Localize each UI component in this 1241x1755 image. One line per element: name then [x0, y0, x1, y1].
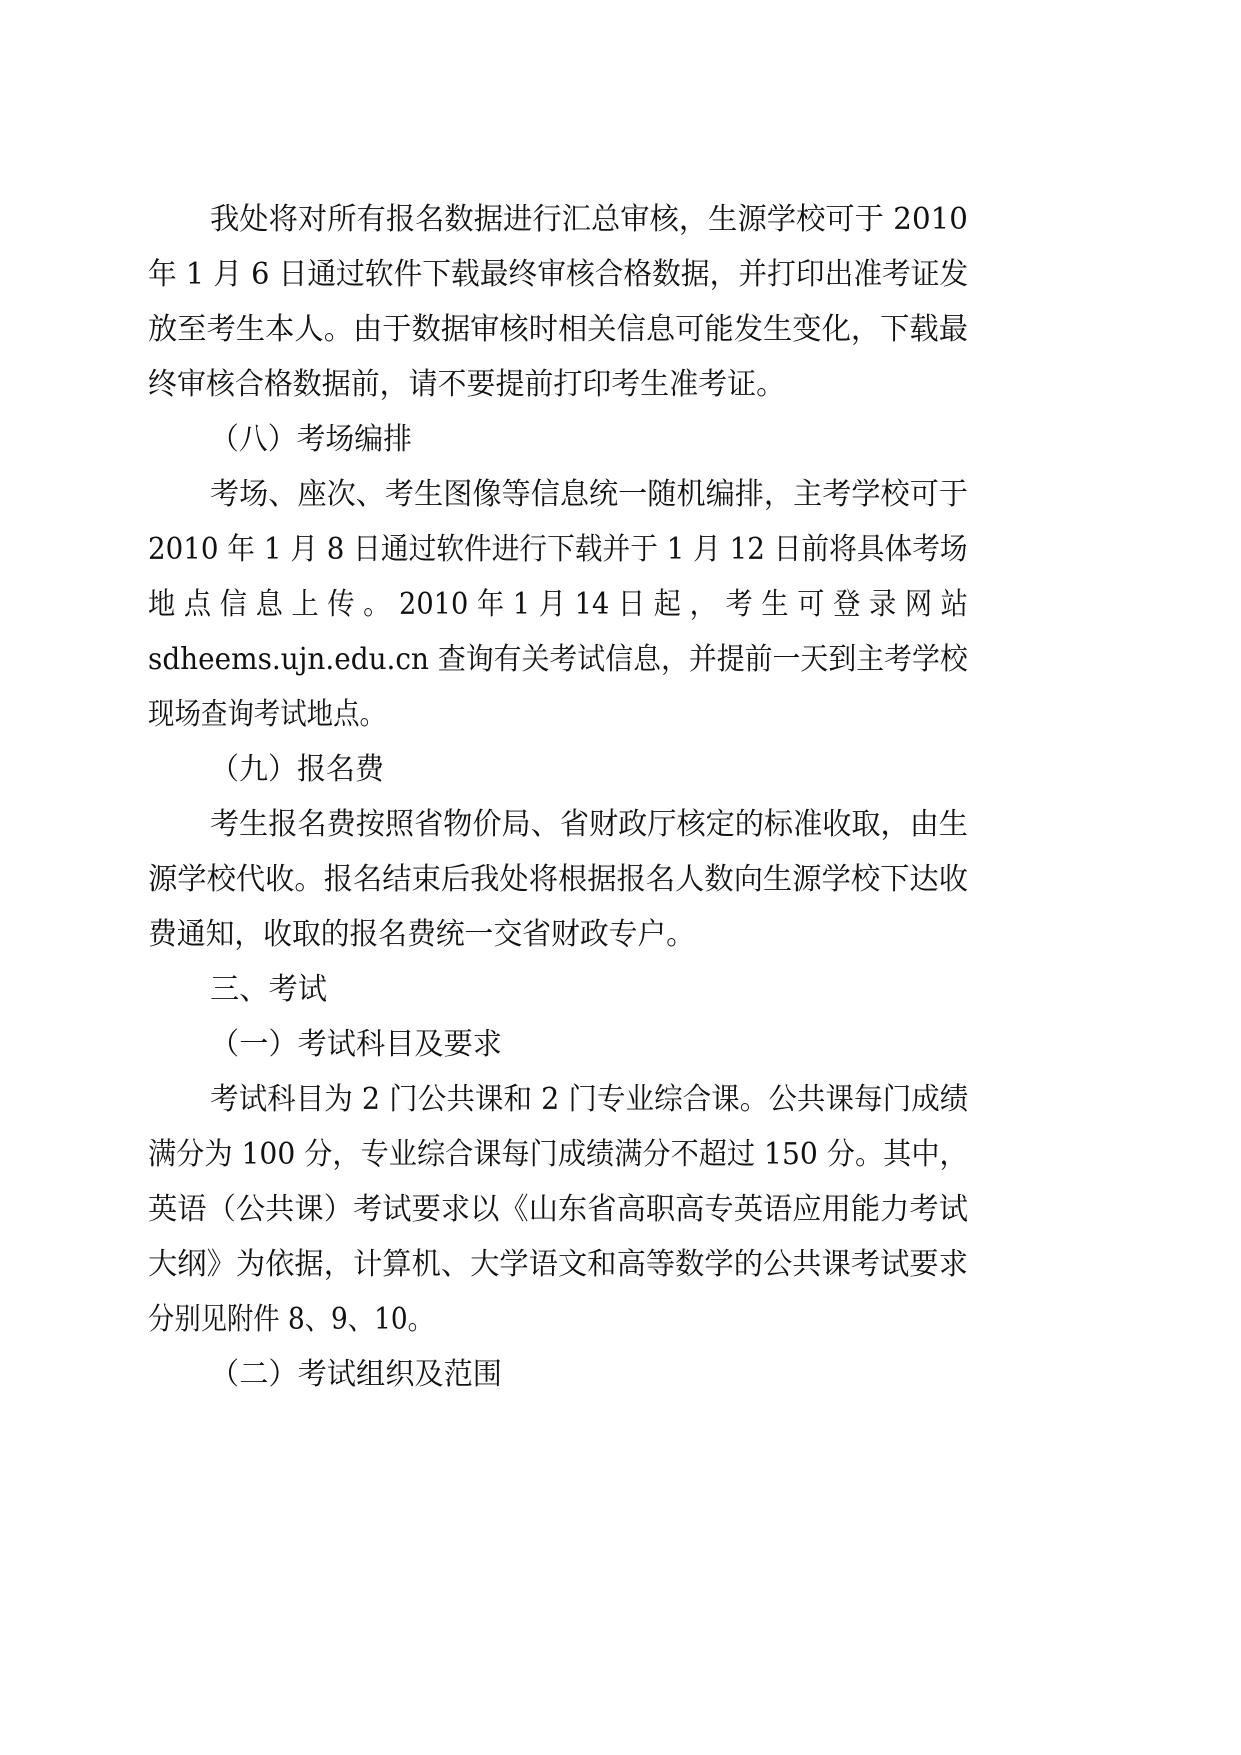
text-line: 考场、座次、考生图像等信息统一随机编排，主考学校可于	[210, 477, 969, 512]
text-line: 大纲》为依据，计算机、大学语文和高等数学的公共课考试要求	[148, 1247, 969, 1282]
text-line: 地 点 信 息 上 传 。 2010 年 1 月 14 日 起 ， 考 生 可 登 录 网 站	[148, 587, 968, 622]
text-line: 考试科目为 2 门公共课和 2 门专业综合课。公共课每门成绩	[210, 1082, 969, 1117]
text-line: 终审核合格数据前，请不要提前打印考生准考证。	[148, 367, 786, 402]
text-line: 年 1 月 6 日通过软件下载最终审核合格数据，并打印出准考证发	[148, 257, 969, 292]
text-line: 考生报名费按照省物价局、省财政厅核定的标准收取，由生	[210, 807, 969, 842]
section-heading: （二）考试组织及范围	[210, 1357, 502, 1392]
text-line: sdheems.ujn.edu.cn 查询有关考试信息，并提前一天到主考学校	[148, 642, 968, 677]
section-heading: （八）考场编排	[210, 422, 412, 457]
text-line: 我处将对所有报名数据进行汇总审核，生源学校可于 2010	[210, 202, 968, 237]
text-line: 放至考生本人。由于数据审核时相关信息可能发生变化，下载最	[148, 312, 969, 347]
text-line: 现场查询考试地点。	[148, 697, 387, 732]
text-line: 2010 年 1 月 8 日通过软件进行下载并于 1 月 12 日前将具体考场	[148, 532, 968, 567]
text-line: 源学校代收。报名结束后我处将根据报名人数向生源学校下达收	[148, 862, 969, 897]
text-line: 满分为 100 分，专业综合课每门成绩满分不超过 150 分。其中，	[148, 1137, 968, 1172]
section-heading: （九）报名费	[210, 752, 385, 787]
text-line: 分别见附件 8、9、10。	[148, 1302, 434, 1337]
section-heading: 三、考试	[210, 972, 327, 1007]
section-heading: （一）考试科目及要求	[210, 1027, 502, 1062]
text-line: 费通知，收取的报名费统一交省财政专户。	[148, 917, 695, 952]
text-line: 英语（公共课）考试要求以《山东省高职高专英语应用能力考试	[148, 1192, 969, 1227]
